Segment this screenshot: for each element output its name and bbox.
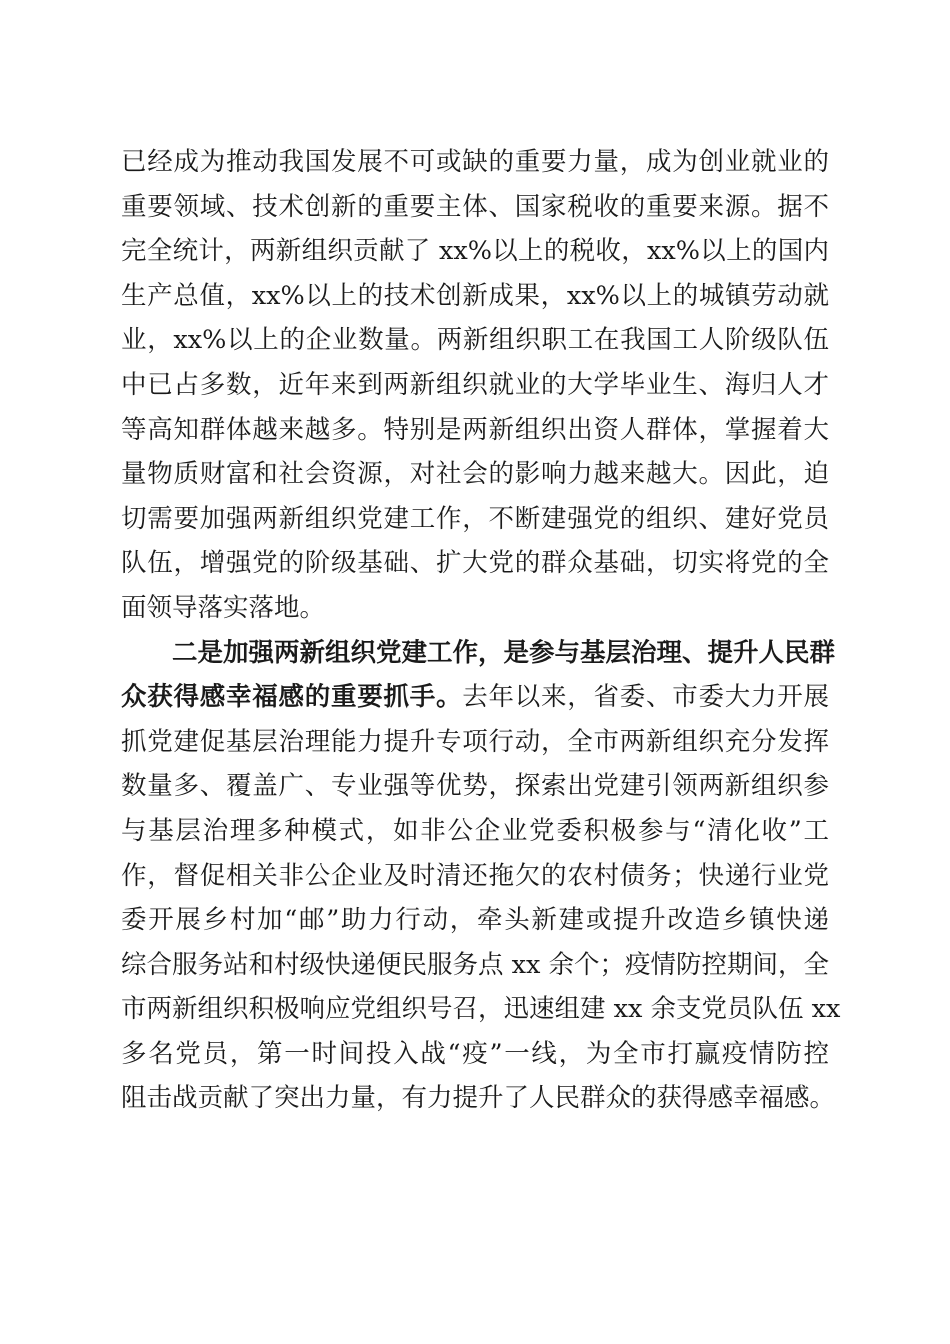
paragraph-1-line-4: 生产总值，xx%以上的技术创新成果，xx%以上的城镇劳动就	[121, 280, 829, 311]
paragraph-2-heading-part-1: 二是加强两新组织党建工作，是参与基层治理、提升人民群	[172, 637, 836, 668]
paragraph-1-line-6: 中已占多数，近年来到两新组织就业的大学毕业生、海归人才	[121, 369, 829, 400]
paragraph-2-line-1	[121, 631, 836, 676]
body-text	[121, 140, 841, 1121]
paragraph-2-line-8: 综合服务站和村级快递便民服务点 xx 余个；疫情防控期间，全	[121, 949, 829, 980]
paragraph-1-line-9: 切需要加强两新组织党建工作，不断建强党的组织、建好党员	[121, 503, 829, 534]
paragraph-2-line-10: 多名党员，第一时间投入战“疫”一线，为全市打赢疫情防控	[121, 1038, 829, 1069]
paragraph-2-line-4: 数量多、覆盖广、专业强等优势，探索出党建引领两新组织参	[121, 771, 829, 802]
paragraph-1-line-2: 重要领域、技术创新的重要主体、国家税收的重要来源。据不	[121, 191, 829, 222]
paragraph-2-heading-part-2: 众获得感幸福感的重要抓手。	[121, 682, 463, 713]
paragraph-1-line-3: 完全统计，两新组织贡献了 xx%以上的税收，xx%以上的国内	[121, 236, 829, 267]
paragraph-1-line-10: 队伍，增强党的阶级基础、扩大党的群众基础，切实将党的全	[121, 548, 829, 579]
paragraph-2-line-6: 作，督促相关非公企业及时清还拖欠的农村债务；快递行业党	[121, 860, 829, 891]
paragraph-2-line-9: 市两新组织积极响应党组织号召，迅速组建 xx 余支党员队伍 xx	[121, 994, 841, 1025]
paragraph-1-line-5: 业，xx%以上的企业数量。两新组织职工在我国工人阶级队伍	[121, 325, 829, 356]
paragraph-2-line-2	[121, 675, 829, 720]
paragraph-1-line-1: 已经成为推动我国发展不可或缺的重要力量，成为创业就业的	[121, 147, 829, 177]
paragraph-2-line-7: 委开展乡村加“邮”助力行动，牵头新建或提升改造乡镇快递	[121, 905, 829, 936]
paragraph-2-line-5: 与基层治理多种模式，如非公企业党委积极参与“清化收”工	[121, 815, 829, 846]
paragraph-2-line-11: 阻击战贡献了突出力量，有力提升了人民群众的获得感幸福感。	[121, 1083, 836, 1114]
paragraph-1-line-11: 面领导落实落地。	[121, 592, 326, 623]
paragraph-2-line-3: 抓党建促基层治理能力提升专项行动，全市两新组织充分发挥	[121, 726, 829, 757]
paragraph-2-line-2-rest: 去年以来，省委、市委大力开展	[462, 682, 829, 713]
paragraph-1-line-8: 量物质财富和社会资源，对社会的影响力越来越大。因此，迫	[121, 459, 829, 490]
paragraph-1-line-7: 等高知群体越来越多。特别是两新组织出资人群体，掌握着大	[121, 414, 829, 445]
